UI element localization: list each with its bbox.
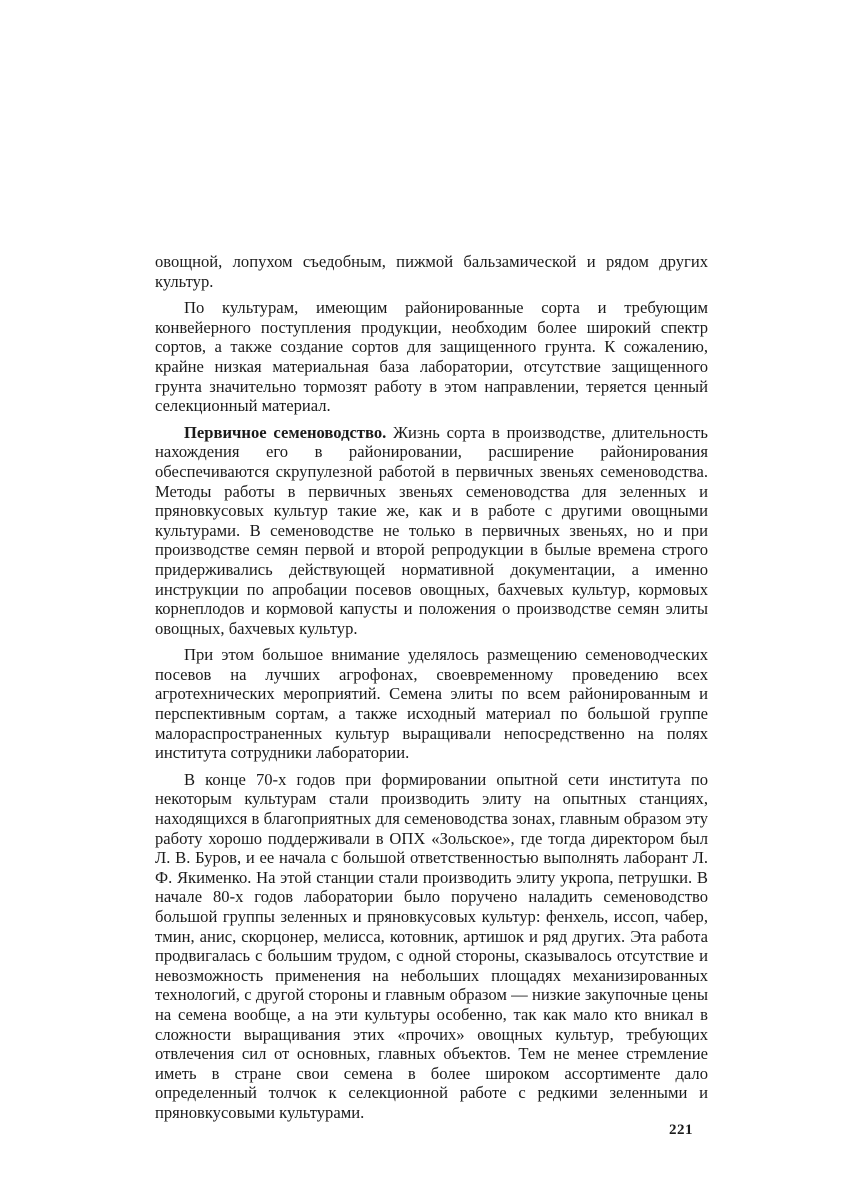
paragraph-experimental-stations	[155, 770, 708, 1123]
paragraph-continued	[155, 252, 708, 291]
paragraph-text: Жизнь сорта в производстве, длительность нахождения его в районировании, расширение районирования обеспечиваются скрупулезной работой в первичных звеньях семеноводства. Методы работы в первичных звеньях семеноводства для зеленных и пряновкусовых культур такие же, как и в работе с другими овощными культурами. В семеноводстве не только в первичных звеньях, но и при производстве семян первой и второй репродукции в былые времена строго придерживались действующей нормативной документации, а именно инструкции по апробации посевов овощных, бахчевых культур, кормовых корнеплодов и кормовой капусты и положения о производстве семян элиты овощных, бахчевых культур.	[155, 422, 708, 638]
page-number: 221	[669, 1122, 693, 1138]
body-text	[155, 252, 708, 1130]
paragraph-elite-seeds	[155, 645, 708, 763]
paragraph-varieties	[155, 298, 708, 416]
paragraph-text: овощной, лопухом съедобным, пижмой бальзамической и рядом других культур.	[155, 252, 708, 291]
paragraph-primary-seed-production	[155, 423, 708, 639]
paragraph-text: В конце 70-х годов при формировании опытной сети института по некоторым культурам стали производить элиту на опытных станциях, находящихся в благоприятных для семеноводства зонах, главным образом эту работу хорошо поддерживали в ОПХ «Зольское», где тогда директором был Л. В. Буров, и ее начала с большой ответственностью выполнять лаборант Л. Ф. Якименко. На этой станции стали производить элиту укропа, петрушки. В начале 80-х годов лаборатории было поручено наладить семеноводство большой группы зеленных и пряновкусовых культур: фенхель, иссоп, чабер, тмин, анис, скорцонер, мелисса, котовник, артишок и ряд других. Эта работа продвигалась с большим трудом, с одной стороны, сказывалось отсутствие и невозможность применения на небольших площадях механизированных технологий, с другой стороны и главным образом — низкие закупочные цены на семена вообще, а на эти культуры особенно, так как мало кто вникал в сложности выращивания этих «прочих» овощных культур, требующих отвлечения сил от основных, главных объектов. Тем не менее стремление иметь в стране свои семена в более широком ассортименте дало определенный толчок к селекционной работе с редкими зеленными и пряновкусовыми культурами.	[155, 769, 708, 1122]
paragraph-text: По культурам, имеющим районированные сорта и требующим конвейерного поступления продукции, необходим более широкий спектр сортов, а также создание сортов для защищенного грунта. К сожалению, крайне низкая материальная база лаборатории, отсутствие защищенного грунта значительно тормозят работу в этом направлении, теряется ценный селекционный материал.	[155, 298, 708, 416]
section-lead-heading: Первичное семеноводство.	[184, 422, 387, 442]
paragraph-text: При этом большое внимание уделялось размещению семеноводческих посевов на лучших агрофонах, своевременному проведению всех агротехнических мероприятий. Семена элиты по всем районированным и перспективным сортам, а также исходный материал по большой группе малораспространенных культур выращивали непосредственно на полях института сотрудники лаборатории.	[155, 645, 708, 763]
